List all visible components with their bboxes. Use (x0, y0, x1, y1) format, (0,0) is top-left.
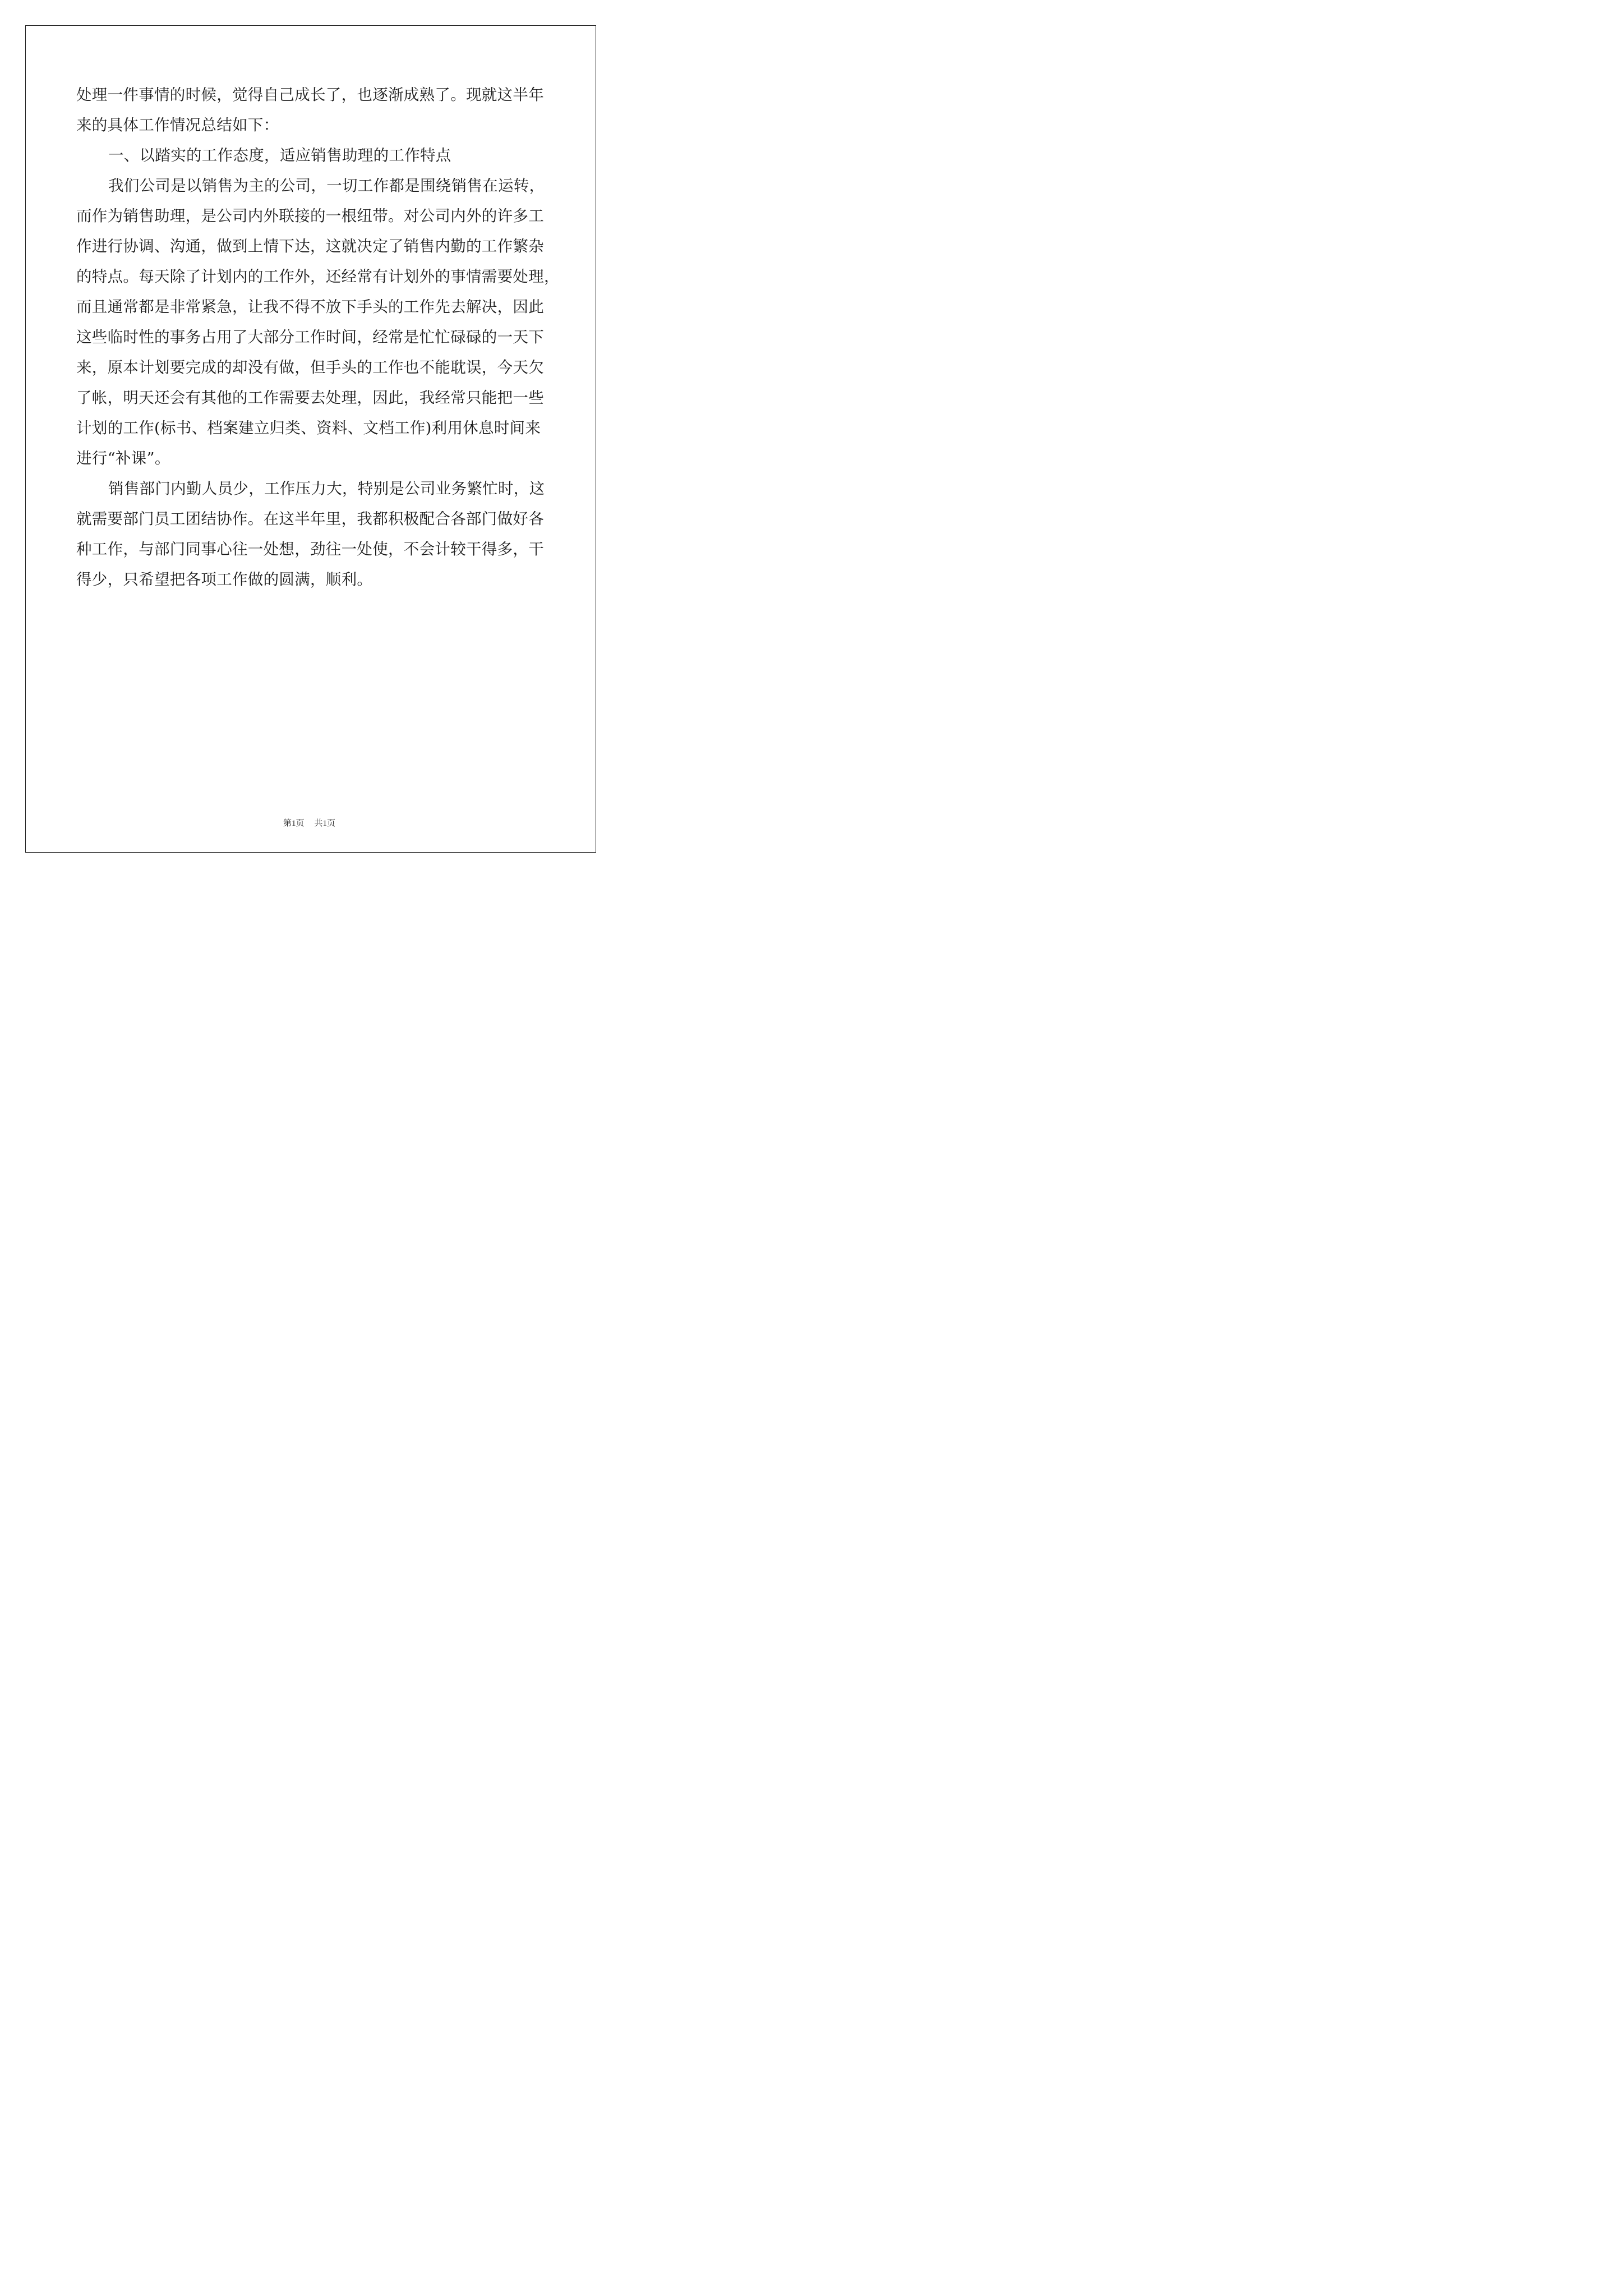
section-heading: 一、以踏实的工作态度，适应销售助理的工作特点 (108, 146, 451, 164)
document-body (76, 80, 560, 595)
paragraph-first-line: 销售部门内勤人员少，工作压力大，特别是公司业务繁忙时，这 (108, 480, 545, 498)
text-line: 就需要部门员工团结协作。在这半年里，我都积极配合各部门做好各 (76, 510, 544, 528)
text-line: 处理一件事情的时候，觉得自己成长了，也逐渐成熟了。现就这半年 (76, 86, 544, 104)
text-line: 进行“补课”。 (76, 449, 170, 467)
page-footer (0, 818, 619, 829)
text-line: 种工作，与部门同事心往一处想，劲往一处使，不会计较干得多，干 (76, 540, 544, 558)
text-line: 了帐，明天还会有其他的工作需要去处理，因此，我经常只能把一些 (76, 389, 544, 407)
page-total: 共1页 (314, 819, 336, 828)
text-line: 的特点。每天除了计划内的工作外，还经常有计划外的事情需要处理， (76, 268, 560, 286)
page-number: 第1页 (283, 819, 305, 828)
text-line: 来的具体工作情况总结如下： (76, 116, 279, 134)
text-line: 来，原本计划要完成的却没有做，但手头的工作也不能耽误，今天欠 (76, 358, 544, 376)
text-line: 得少，只希望把各项工作做的圆满，顺利。 (76, 570, 373, 588)
text-line: 而且通常都是非常紧急，让我不得不放下手头的工作先去解决，因此 (76, 298, 544, 316)
paragraph-first-line: 我们公司是以销售为主的公司，一切工作都是围绕销售在运转， (108, 177, 545, 195)
text-line: 这些临时性的事务占用了大部分工作时间，经常是忙忙碌碌的一天下 (76, 328, 544, 346)
text-line: 计划的工作(标书、档案建立归类、资料、文档工作)利用休息时间来 (76, 419, 541, 437)
text-line: 而作为销售助理，是公司内外联接的一根纽带。对公司内外的许多工 (76, 207, 544, 225)
text-line: 作进行协调、沟通，做到上情下达，这就决定了销售内勤的工作繁杂 (76, 237, 544, 255)
